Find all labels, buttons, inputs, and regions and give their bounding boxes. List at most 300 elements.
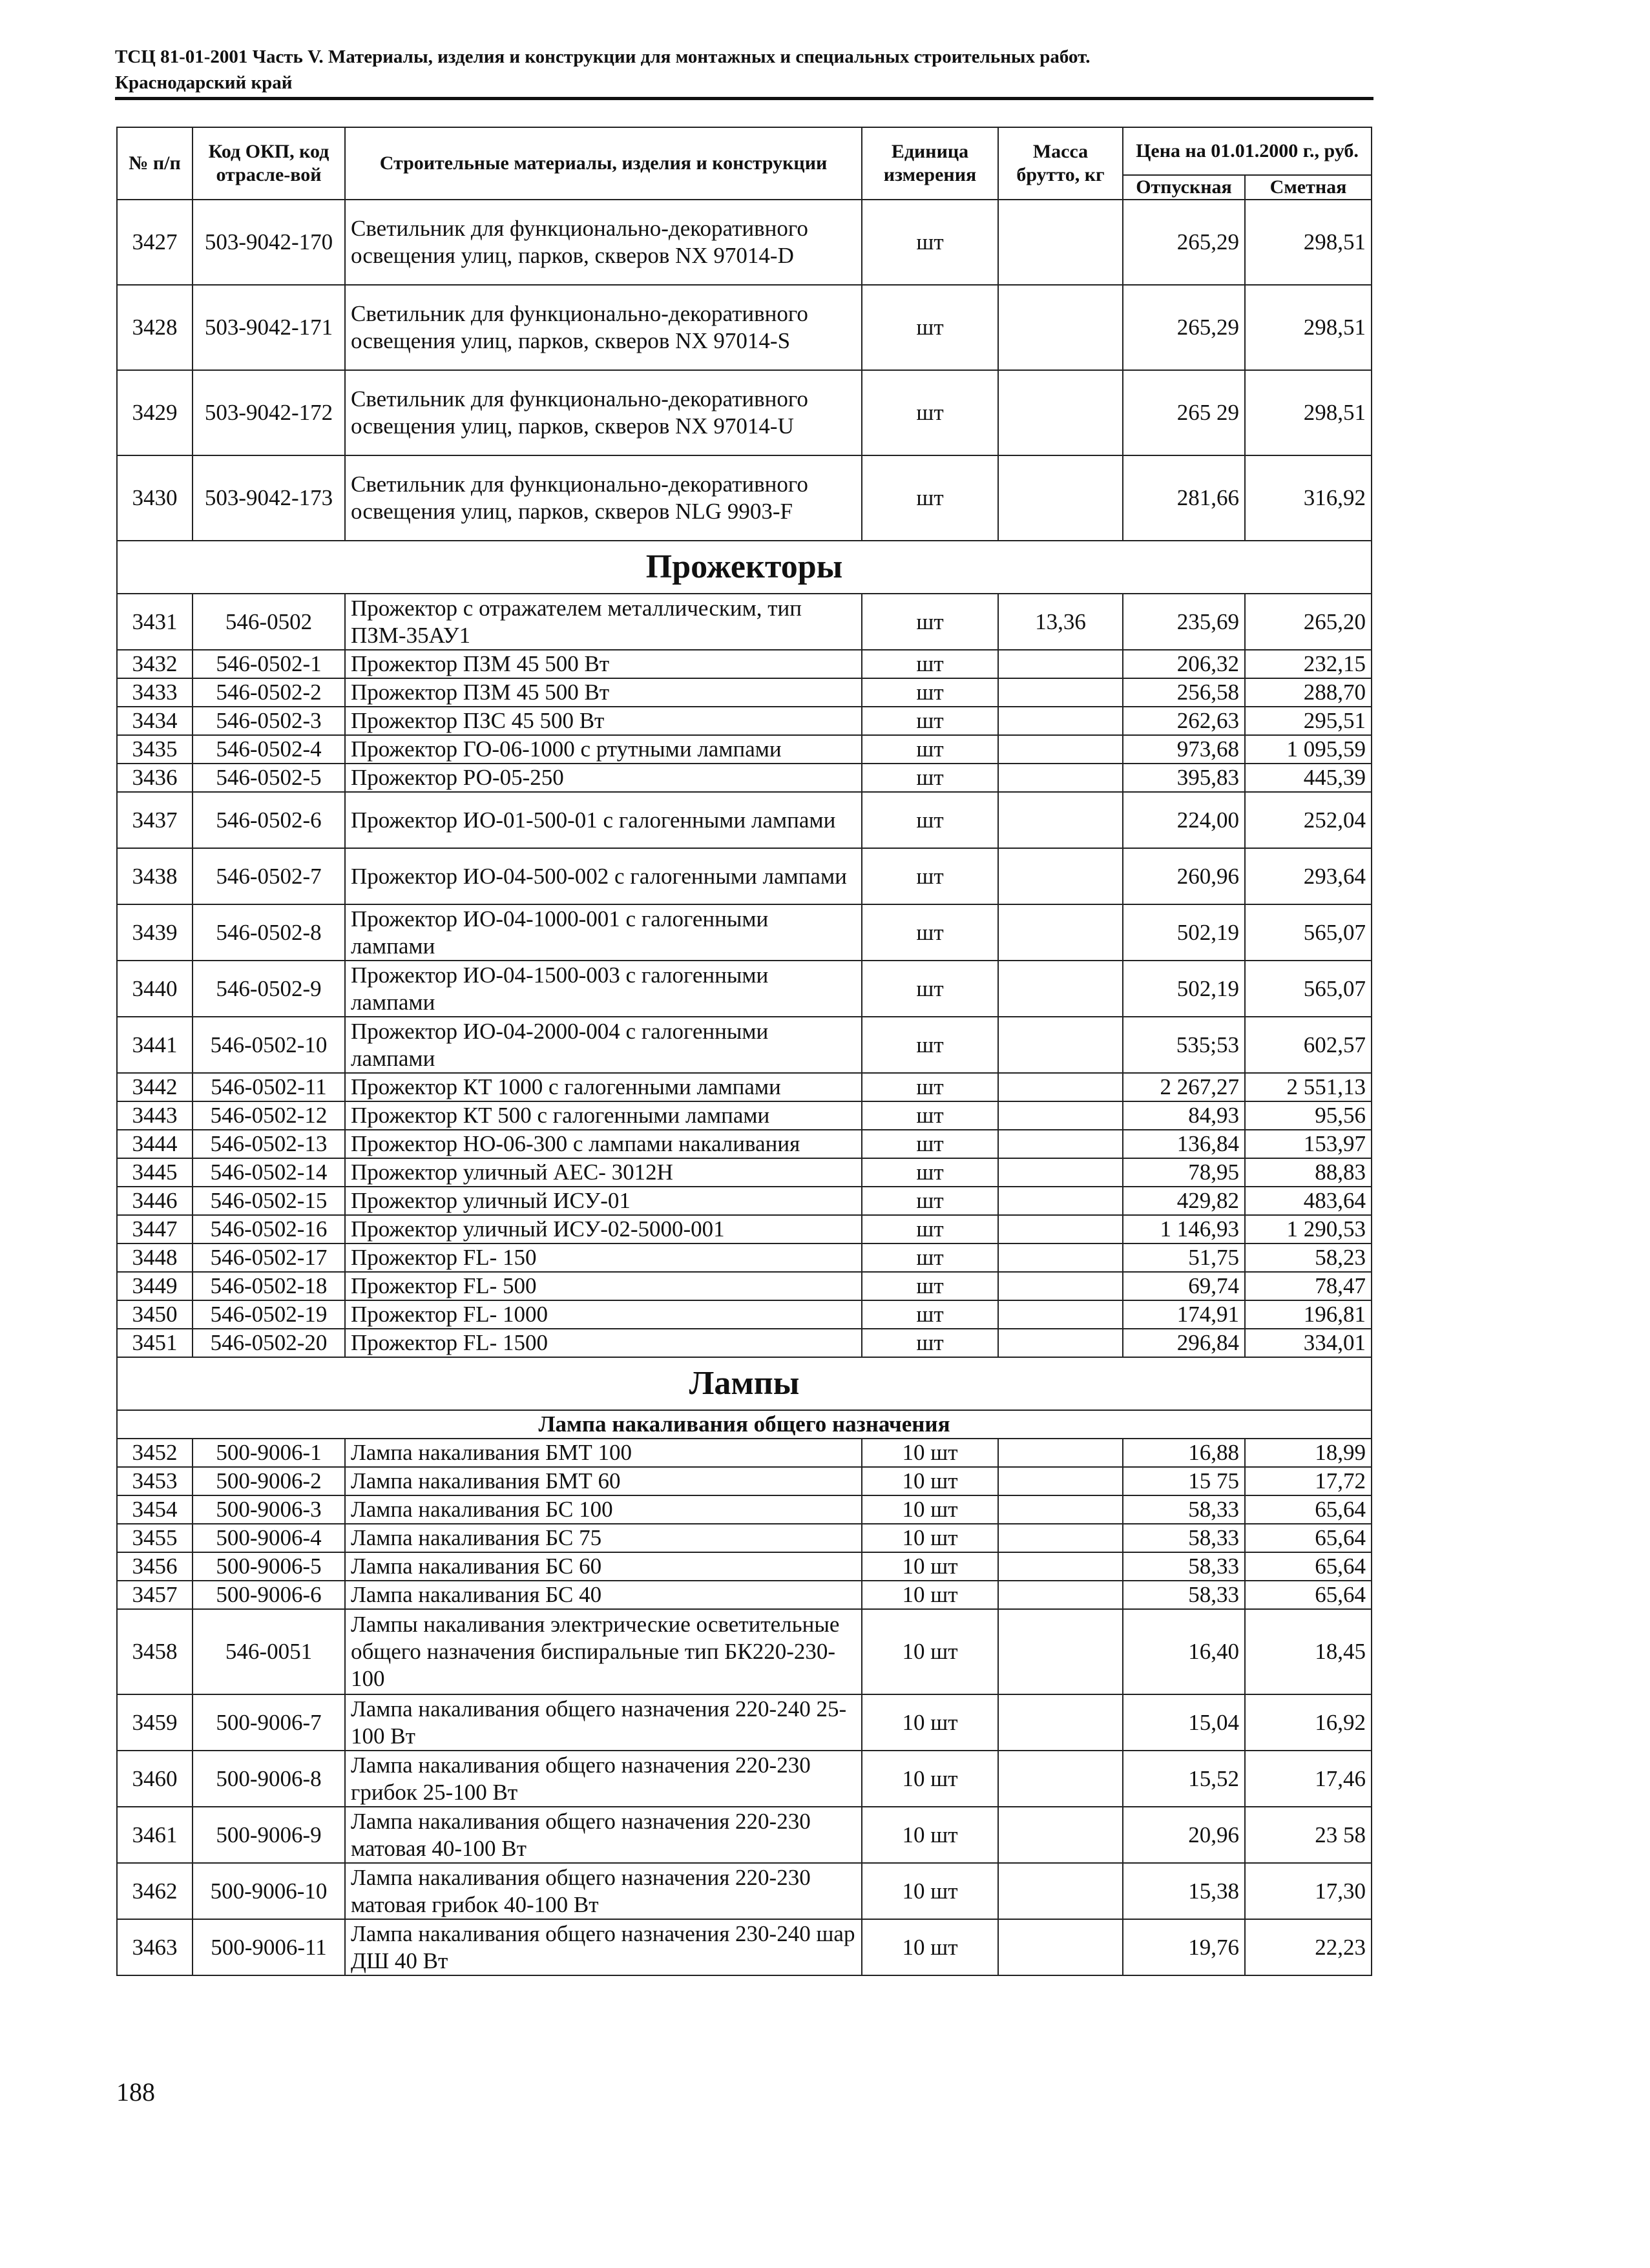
table-row [117, 1807, 1372, 1863]
row-estimate-price: 1 095,59 [1245, 735, 1372, 764]
table-row [117, 1552, 1372, 1581]
row-estimate-price: 298,51 [1245, 370, 1372, 455]
row-mass [998, 1581, 1123, 1609]
table-row [117, 1215, 1372, 1243]
row-name: Светильник для функционально-декоративного освещения улиц, парков, скверов NLG 9903-F [345, 455, 862, 541]
table-row [117, 735, 1372, 764]
table-row [117, 1609, 1372, 1694]
table-row [117, 1495, 1372, 1524]
table-row [117, 1187, 1372, 1215]
row-name: Прожектор ИО-04-1000-001 с галогенными лампами [345, 904, 862, 961]
row-estimate-price: 65,64 [1245, 1495, 1372, 1524]
row-estimate-price: 2 551,13 [1245, 1073, 1372, 1101]
row-mass [998, 848, 1123, 904]
row-mass [998, 1552, 1123, 1581]
row-num: 3451 [117, 1329, 193, 1357]
table-row [117, 1243, 1372, 1272]
table-row [117, 1581, 1372, 1609]
row-code: 546-0502-18 [193, 1272, 345, 1300]
row-code: 503-9042-170 [193, 200, 345, 285]
row-name: Лампа накаливания общего назначения 220-240 25-100 Вт [345, 1694, 862, 1751]
row-name: Прожектор FL- 1000 [345, 1300, 862, 1329]
section-lamps [117, 1357, 1372, 1439]
table-row [117, 904, 1372, 961]
table-row [117, 707, 1372, 735]
row-num: 3442 [117, 1073, 193, 1101]
table-row [117, 1158, 1372, 1187]
row-mass [998, 1863, 1123, 1919]
row-code: 546-0502-13 [193, 1130, 345, 1158]
row-estimate-price: 153,97 [1245, 1130, 1372, 1158]
table-row [117, 1694, 1372, 1751]
row-unit: 10 шт [862, 1751, 998, 1807]
row-mass [998, 961, 1123, 1017]
row-estimate-price: 565,07 [1245, 961, 1372, 1017]
row-estimate-price: 95,56 [1245, 1101, 1372, 1130]
row-mass [998, 1243, 1123, 1272]
row-num: 3459 [117, 1694, 193, 1751]
row-unit: 10 шт [862, 1524, 998, 1552]
row-unit: шт [862, 848, 998, 904]
row-num: 3450 [117, 1300, 193, 1329]
row-code: 546-0502-7 [193, 848, 345, 904]
row-mass [998, 1439, 1123, 1467]
row-estimate-price: 288,70 [1245, 678, 1372, 707]
row-name: Прожектор КТ 500 с галогенными лампами [345, 1101, 862, 1130]
row-estimate-price: 295,51 [1245, 707, 1372, 735]
row-mass [998, 792, 1123, 848]
row-estimate-price: 265,20 [1245, 594, 1372, 650]
row-mass [998, 1187, 1123, 1215]
table-row [117, 1329, 1372, 1357]
row-code: 546-0502-6 [193, 792, 345, 848]
row-mass [998, 1130, 1123, 1158]
col-name-header: Строительные материалы, изделия и конструкции [345, 127, 862, 200]
row-code: 500-9006-6 [193, 1581, 345, 1609]
row-name: Лампа накаливания БС 60 [345, 1552, 862, 1581]
row-code: 546-0502-1 [193, 650, 345, 678]
row-release-price: 51,75 [1123, 1243, 1245, 1272]
header-line-2: Краснодарский край [115, 72, 293, 93]
row-release-price: 15,38 [1123, 1863, 1245, 1919]
row-unit: шт [862, 1017, 998, 1073]
row-unit: шт [862, 1073, 998, 1101]
row-mass [998, 1807, 1123, 1863]
row-unit: шт [862, 1130, 998, 1158]
row-estimate-price: 483,64 [1245, 1187, 1372, 1215]
row-code: 546-0502-14 [193, 1158, 345, 1187]
row-code: 546-0502-16 [193, 1215, 345, 1243]
row-name: Прожектор FL- 1500 [345, 1329, 862, 1357]
row-name: Лампы накаливания электрические осветительные общего назначения биспиральные тип БК220-230-100 [345, 1609, 862, 1694]
table-row [117, 1524, 1372, 1552]
row-name: Прожектор уличный ИСУ-02-5000-001 [345, 1215, 862, 1243]
row-num: 3436 [117, 764, 193, 792]
table-row [117, 1919, 1372, 1975]
row-mass [998, 1158, 1123, 1187]
row-release-price: 16,40 [1123, 1609, 1245, 1694]
row-name: Прожектор ИО-04-500-002 с галогенными лампами [345, 848, 862, 904]
row-name: Прожектор ГО-06-1000 с ртутными лампами [345, 735, 862, 764]
row-code: 503-9042-171 [193, 285, 345, 370]
row-num: 3432 [117, 650, 193, 678]
row-release-price: 235,69 [1123, 594, 1245, 650]
table-row [117, 455, 1372, 541]
row-estimate-price: 17,72 [1245, 1467, 1372, 1495]
table-row [117, 792, 1372, 848]
row-num: 3452 [117, 1439, 193, 1467]
row-unit: шт [862, 370, 998, 455]
row-release-price: 429,82 [1123, 1187, 1245, 1215]
row-code: 500-9006-4 [193, 1524, 345, 1552]
row-release-price: 78,95 [1123, 1158, 1245, 1187]
row-name: Прожектор ИО-04-1500-003 с галогенными лампами [345, 961, 862, 1017]
row-release-price: 502,19 [1123, 961, 1245, 1017]
row-code: 546-0502-4 [193, 735, 345, 764]
row-num: 3458 [117, 1609, 193, 1694]
table-row [117, 1467, 1372, 1495]
row-name: Светильник для функционально-декоративного освещения улиц, парков, скверов NX 97014-S [345, 285, 862, 370]
row-estimate-price: 298,51 [1245, 200, 1372, 285]
row-code: 546-0502-20 [193, 1329, 345, 1357]
row-mass [998, 678, 1123, 707]
row-estimate-price: 78,47 [1245, 1272, 1372, 1300]
row-code: 500-9006-5 [193, 1552, 345, 1581]
row-unit: шт [862, 707, 998, 735]
row-num: 3438 [117, 848, 193, 904]
row-release-price: 136,84 [1123, 1130, 1245, 1158]
row-name: Прожектор уличный ИСУ-01 [345, 1187, 862, 1215]
row-estimate-price: 1 290,53 [1245, 1215, 1372, 1243]
row-unit: шт [862, 735, 998, 764]
row-estimate-price: 23 58 [1245, 1807, 1372, 1863]
row-name: Прожектор FL- 500 [345, 1272, 862, 1300]
row-num: 3433 [117, 678, 193, 707]
row-release-price: 224,00 [1123, 792, 1245, 848]
table-row [117, 764, 1372, 792]
row-code: 546-0502-10 [193, 1017, 345, 1073]
row-release-price: 58,33 [1123, 1552, 1245, 1581]
page-number: 188 [116, 2077, 155, 2107]
row-code: 500-9006-7 [193, 1694, 345, 1751]
row-code: 546-0502 [193, 594, 345, 650]
row-mass [998, 1919, 1123, 1975]
row-mass [998, 1751, 1123, 1807]
table-row [117, 961, 1372, 1017]
row-release-price: 15,52 [1123, 1751, 1245, 1807]
row-unit: 10 шт [862, 1552, 998, 1581]
row-mass [998, 764, 1123, 792]
row-num: 3430 [117, 455, 193, 541]
row-mass [998, 1272, 1123, 1300]
table-header [117, 127, 1372, 200]
row-unit: шт [862, 764, 998, 792]
col-code-header: Код ОКП, код отрасле-вой [193, 127, 345, 200]
row-name: Светильник для функционально-декоративного освещения улиц, парков, скверов NX 97014-U [345, 370, 862, 455]
row-release-price: 20,96 [1123, 1807, 1245, 1863]
row-unit: шт [862, 1158, 998, 1187]
row-estimate-price: 58,23 [1245, 1243, 1372, 1272]
row-num: 3431 [117, 594, 193, 650]
row-estimate-price: 334,01 [1245, 1329, 1372, 1357]
row-code: 546-0502-19 [193, 1300, 345, 1329]
row-release-price: 973,68 [1123, 735, 1245, 764]
row-estimate-price: 445,39 [1245, 764, 1372, 792]
row-num: 3441 [117, 1017, 193, 1073]
row-mass [998, 1694, 1123, 1751]
header-rule [115, 97, 1373, 100]
row-code: 500-9006-3 [193, 1495, 345, 1524]
row-mass [998, 370, 1123, 455]
table-row [117, 1272, 1372, 1300]
row-unit: шт [862, 594, 998, 650]
table-row [117, 200, 1372, 285]
table-row [117, 1130, 1372, 1158]
row-num: 3462 [117, 1863, 193, 1919]
section-projectors [117, 541, 1372, 594]
row-unit: шт [862, 1300, 998, 1329]
row-num: 3455 [117, 1524, 193, 1552]
group-lamps [117, 1439, 1372, 1975]
row-release-price: 265,29 [1123, 200, 1245, 285]
row-estimate-price: 18,99 [1245, 1439, 1372, 1467]
row-mass [998, 707, 1123, 735]
row-unit: 10 шт [862, 1609, 998, 1694]
table-row [117, 1073, 1372, 1101]
table-row [117, 594, 1372, 650]
row-mass [998, 1300, 1123, 1329]
row-code: 546-0502-11 [193, 1073, 345, 1101]
row-num: 3454 [117, 1495, 193, 1524]
row-unit: 10 шт [862, 1581, 998, 1609]
row-name: Лампа накаливания общего назначения 220-230 матовая грибок 40-100 Вт [345, 1863, 862, 1919]
row-unit: шт [862, 285, 998, 370]
row-unit: шт [862, 904, 998, 961]
row-release-price: 16,88 [1123, 1439, 1245, 1467]
row-num: 3457 [117, 1581, 193, 1609]
row-release-price: 296,84 [1123, 1329, 1245, 1357]
row-num: 3445 [117, 1158, 193, 1187]
row-name: Прожектор ПЗС 45 500 Вт [345, 707, 862, 735]
row-mass [998, 455, 1123, 541]
col-estimate-header: Сметная [1245, 175, 1372, 200]
row-num: 3440 [117, 961, 193, 1017]
row-release-price: 502,19 [1123, 904, 1245, 961]
row-num: 3444 [117, 1130, 193, 1158]
row-release-price: 19,76 [1123, 1919, 1245, 1975]
row-mass [998, 200, 1123, 285]
row-release-price: 256,58 [1123, 678, 1245, 707]
row-mass [998, 285, 1123, 370]
row-name: Прожектор уличный АЕС- 3012Н [345, 1158, 862, 1187]
section-title-projectors: Прожекторы [117, 541, 1372, 594]
row-name: Прожектор ИО-01-500-01 с галогенными лампами [345, 792, 862, 848]
row-estimate-price: 88,83 [1245, 1158, 1372, 1187]
row-unit: шт [862, 1215, 998, 1243]
table-row [117, 1101, 1372, 1130]
col-price-header: Цена на 01.01.2000 г., руб. [1123, 127, 1372, 175]
row-mass: 13,36 [998, 594, 1123, 650]
row-code: 500-9006-9 [193, 1807, 345, 1863]
row-name: Лампа накаливания общего назначения 220-230 матовая 40-100 Вт [345, 1807, 862, 1863]
row-unit: 10 шт [862, 1495, 998, 1524]
table-row [117, 370, 1372, 455]
row-unit: 10 шт [862, 1863, 998, 1919]
row-num: 3429 [117, 370, 193, 455]
row-release-price: 84,93 [1123, 1101, 1245, 1130]
row-num: 3443 [117, 1101, 193, 1130]
row-name: Прожектор ИО-04-2000-004 с галогенными лампами [345, 1017, 862, 1073]
row-release-price: 260,96 [1123, 848, 1245, 904]
row-estimate-price: 18,45 [1245, 1609, 1372, 1694]
row-estimate-price: 16,92 [1245, 1694, 1372, 1751]
row-name: Лампа накаливания общего назначения 220-230 грибок 25-100 Вт [345, 1751, 862, 1807]
row-num: 3463 [117, 1919, 193, 1975]
row-release-price: 206,32 [1123, 650, 1245, 678]
row-estimate-price: 65,64 [1245, 1552, 1372, 1581]
row-mass [998, 1215, 1123, 1243]
price-table [116, 127, 1372, 1976]
row-unit: 10 шт [862, 1439, 998, 1467]
row-unit: шт [862, 1329, 998, 1357]
row-unit: шт [862, 650, 998, 678]
col-num-header: № п/п [117, 127, 193, 200]
row-code: 546-0502-3 [193, 707, 345, 735]
row-num: 3439 [117, 904, 193, 961]
row-num: 3460 [117, 1751, 193, 1807]
row-code: 546-0502-12 [193, 1101, 345, 1130]
row-mass [998, 1609, 1123, 1694]
header-line-1: ТСЦ 81-01-2001 Часть V. Материалы, изделия и конструкции для монтажных и специальных строительных работ. [115, 47, 1091, 67]
row-mass [998, 1073, 1123, 1101]
row-estimate-price: 252,04 [1245, 792, 1372, 848]
section-title-lamps: Лампы [117, 1357, 1372, 1410]
row-name: Лампа накаливания БС 75 [345, 1524, 862, 1552]
col-unit-header: Единица измерения [862, 127, 998, 200]
row-unit: 10 шт [862, 1694, 998, 1751]
row-code: 546-0502-2 [193, 678, 345, 707]
col-release-header: Отпускная [1123, 175, 1245, 200]
row-release-price: 262,63 [1123, 707, 1245, 735]
row-release-price: 265 29 [1123, 370, 1245, 455]
row-num: 3453 [117, 1467, 193, 1495]
row-code: 546-0502-8 [193, 904, 345, 961]
table-row [117, 1439, 1372, 1467]
row-mass [998, 735, 1123, 764]
row-estimate-price: 293,64 [1245, 848, 1372, 904]
row-unit: 10 шт [862, 1807, 998, 1863]
row-release-price: 174,91 [1123, 1300, 1245, 1329]
row-name: Лампа накаливания БМТ 100 [345, 1439, 862, 1467]
row-estimate-price: 565,07 [1245, 904, 1372, 961]
table-row [117, 1863, 1372, 1919]
table-row [117, 1017, 1372, 1073]
row-name: Прожектор ПЗМ 45 500 Вт [345, 650, 862, 678]
subsection-title-lamps: Лампа накаливания общего назначения [117, 1410, 1372, 1439]
row-code: 500-9006-1 [193, 1439, 345, 1467]
row-num: 3461 [117, 1807, 193, 1863]
row-release-price: 58,33 [1123, 1495, 1245, 1524]
row-name: Прожектор РО-05-250 [345, 764, 862, 792]
table-row [117, 650, 1372, 678]
row-unit: шт [862, 1272, 998, 1300]
row-unit: шт [862, 455, 998, 541]
row-estimate-price: 316,92 [1245, 455, 1372, 541]
row-name: Прожектор с отражателем металлическим, тип ПЗМ-35АУ1 [345, 594, 862, 650]
row-release-price: 265,29 [1123, 285, 1245, 370]
row-unit: 10 шт [862, 1467, 998, 1495]
running-header [115, 44, 1375, 96]
row-code: 546-0502-15 [193, 1187, 345, 1215]
row-release-price: 58,33 [1123, 1524, 1245, 1552]
row-num: 3428 [117, 285, 193, 370]
row-mass [998, 1017, 1123, 1073]
row-unit: шт [862, 1101, 998, 1130]
row-code: 500-9006-10 [193, 1863, 345, 1919]
row-mass [998, 1467, 1123, 1495]
row-num: 3434 [117, 707, 193, 735]
row-unit: шт [862, 1243, 998, 1272]
row-name: Прожектор КТ 1000 с галогенными лампами [345, 1073, 862, 1101]
row-code: 500-9006-2 [193, 1467, 345, 1495]
row-unit: шт [862, 200, 998, 285]
row-name: Прожектор FL- 150 [345, 1243, 862, 1272]
row-unit: шт [862, 678, 998, 707]
row-name: Лампа накаливания БМТ 60 [345, 1467, 862, 1495]
row-name: Лампа накаливания общего назначения 230-240 шар ДШ 40 Вт [345, 1919, 862, 1975]
row-release-price: 15 75 [1123, 1467, 1245, 1495]
row-num: 3448 [117, 1243, 193, 1272]
row-mass [998, 1101, 1123, 1130]
row-name: Светильник для функционально-декоративного освещения улиц, парков, скверов NX 97014-D [345, 200, 862, 285]
row-num: 3427 [117, 200, 193, 285]
col-mass-header: Масса брутто, кг [998, 127, 1123, 200]
group-projectors [117, 594, 1372, 1357]
row-code: 503-9042-172 [193, 370, 345, 455]
row-num: 3456 [117, 1552, 193, 1581]
table-row [117, 1300, 1372, 1329]
row-mass [998, 1495, 1123, 1524]
row-estimate-price: 602,57 [1245, 1017, 1372, 1073]
row-mass [998, 1524, 1123, 1552]
row-estimate-price: 65,64 [1245, 1524, 1372, 1552]
row-code: 500-9006-11 [193, 1919, 345, 1975]
row-unit: шт [862, 792, 998, 848]
row-estimate-price: 22,23 [1245, 1919, 1372, 1975]
group-lights [117, 200, 1372, 541]
table-row [117, 848, 1372, 904]
row-num: 3449 [117, 1272, 193, 1300]
row-code: 500-9006-8 [193, 1751, 345, 1807]
row-name: Прожектор НО-06-300 с лампами накаливания [345, 1130, 862, 1158]
row-release-price: 58,33 [1123, 1581, 1245, 1609]
row-estimate-price: 298,51 [1245, 285, 1372, 370]
row-release-price: 69,74 [1123, 1272, 1245, 1300]
row-unit: 10 шт [862, 1919, 998, 1975]
row-release-price: 2 267,27 [1123, 1073, 1245, 1101]
table-row [117, 1751, 1372, 1807]
row-release-price: 15,04 [1123, 1694, 1245, 1751]
row-release-price: 281,66 [1123, 455, 1245, 541]
row-code: 546-0502-17 [193, 1243, 345, 1272]
table-row [117, 285, 1372, 370]
row-name: Лампа накаливания БС 40 [345, 1581, 862, 1609]
row-release-price: 535;53 [1123, 1017, 1245, 1073]
row-estimate-price: 17,46 [1245, 1751, 1372, 1807]
row-estimate-price: 232,15 [1245, 650, 1372, 678]
row-code: 546-0502-5 [193, 764, 345, 792]
row-estimate-price: 65,64 [1245, 1581, 1372, 1609]
